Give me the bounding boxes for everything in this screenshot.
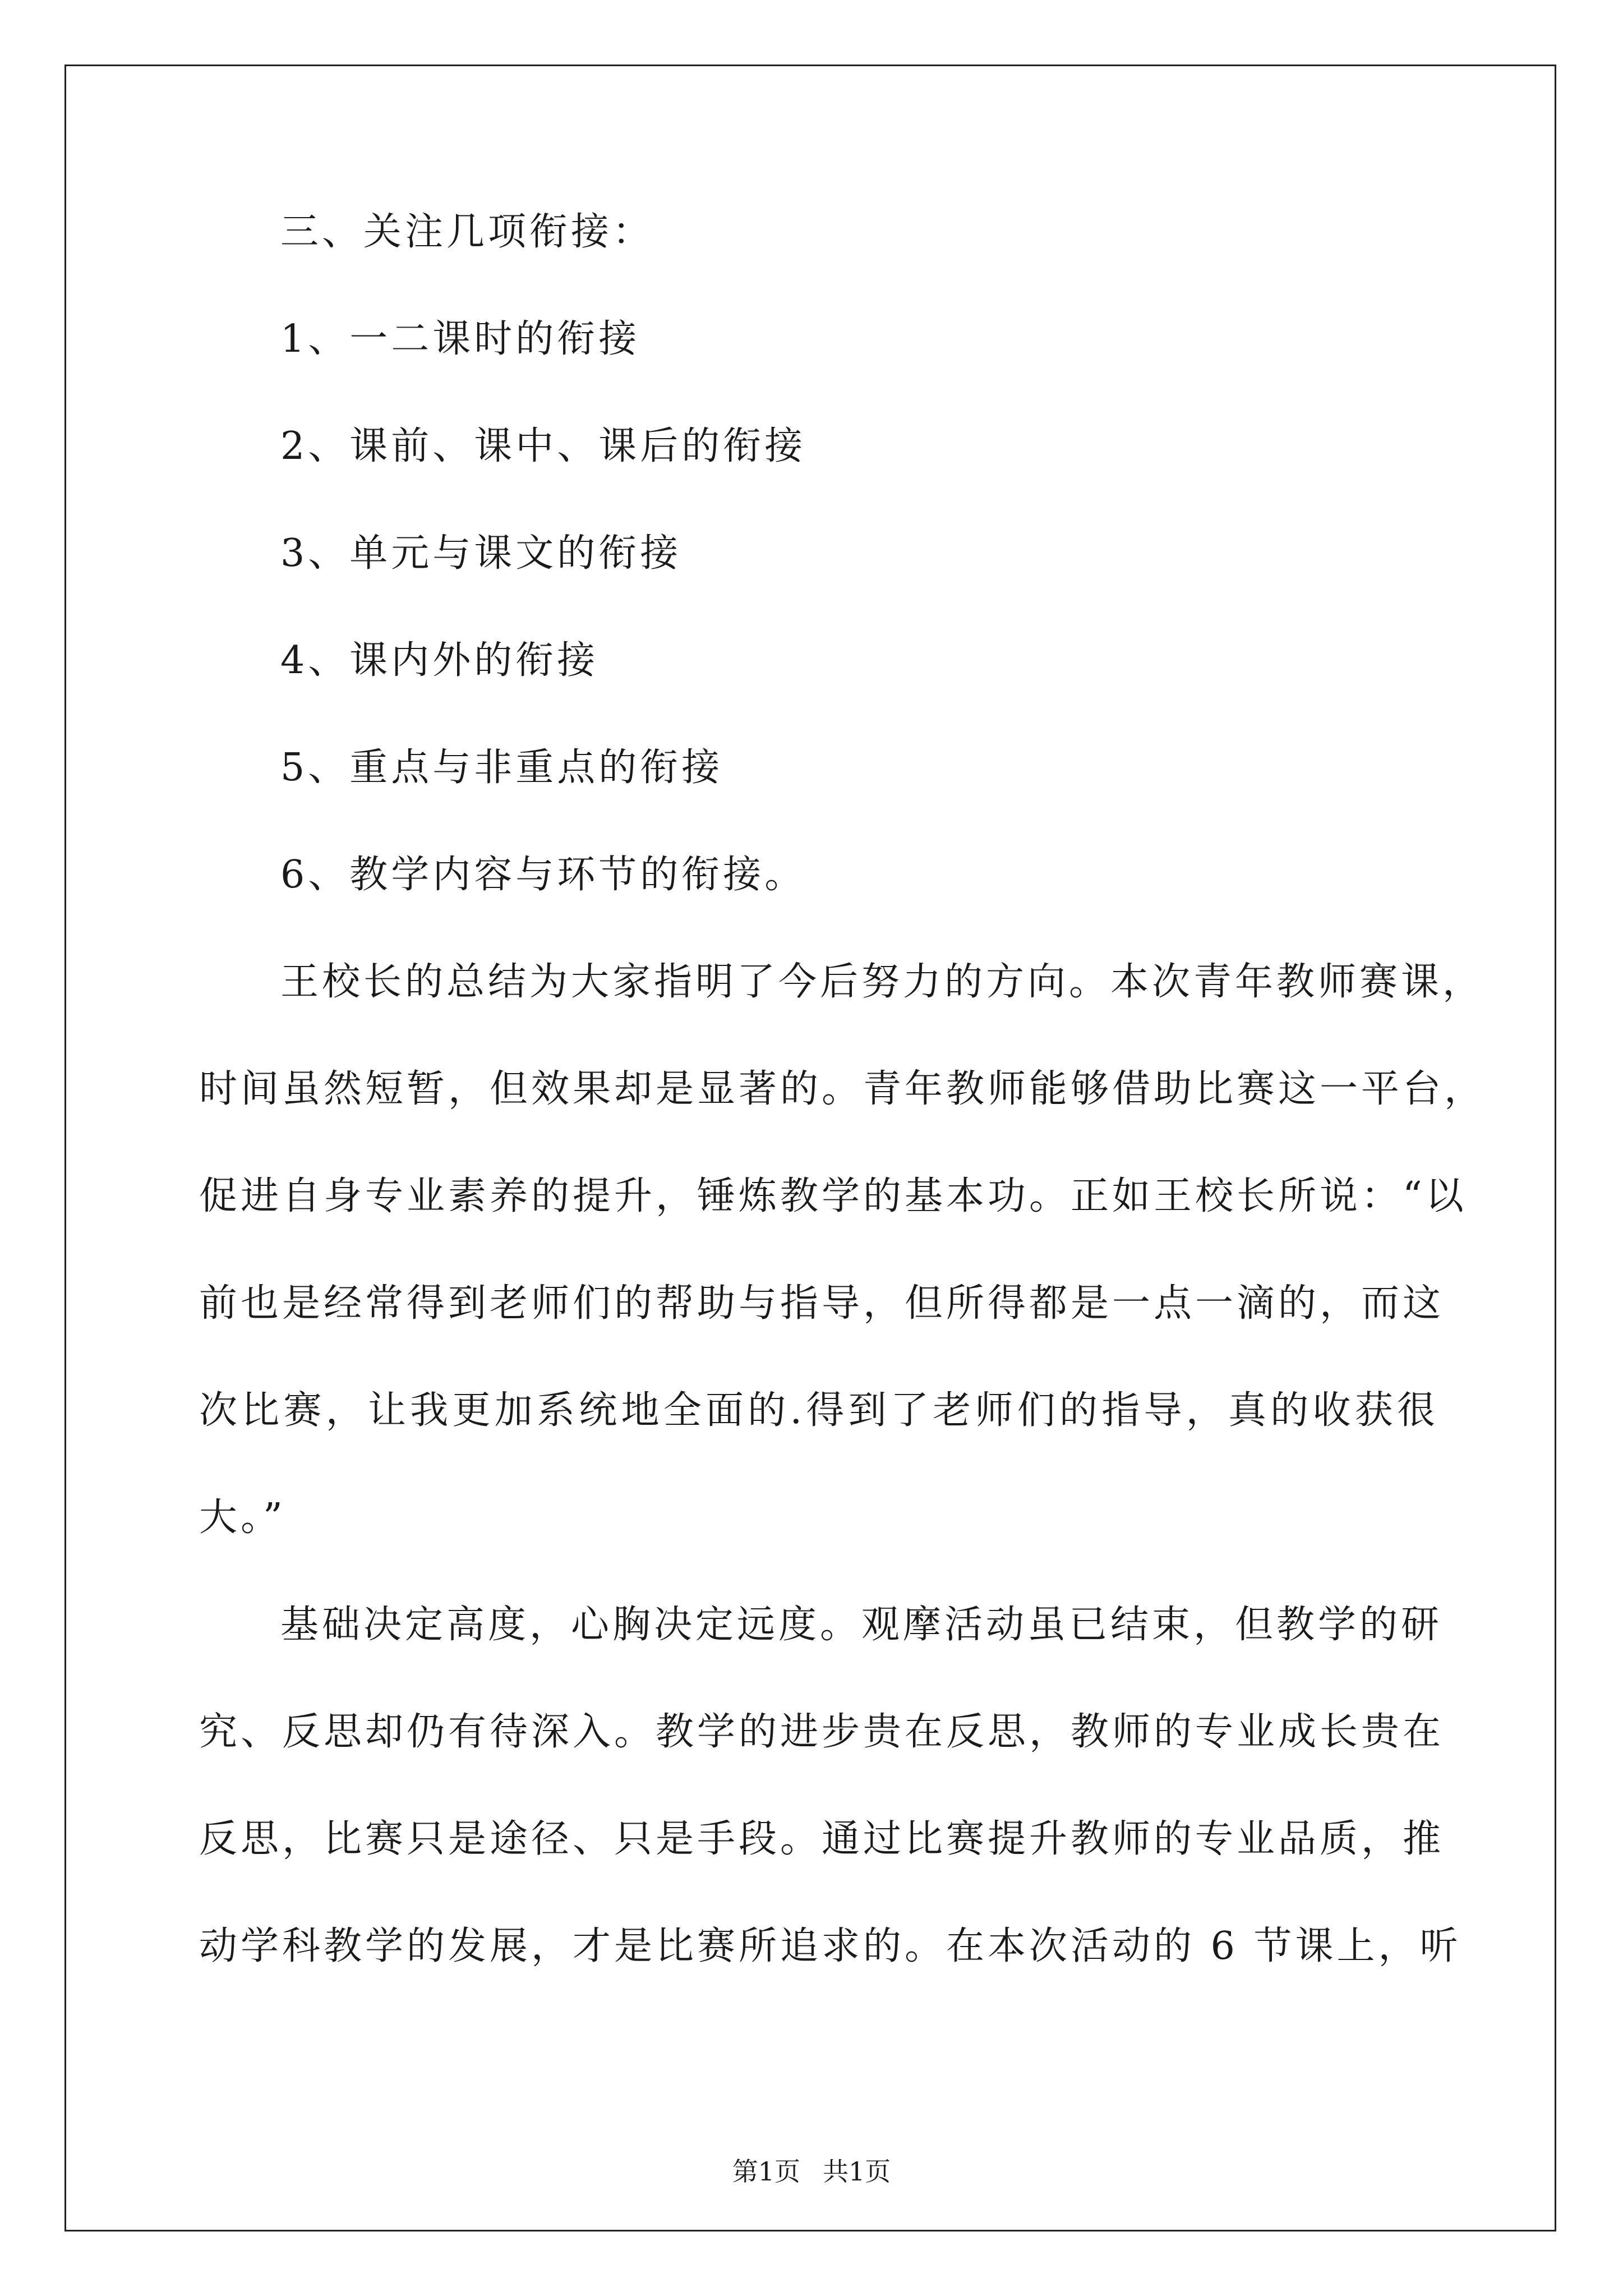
paragraph-line: 前也是经常得到老师们的帮助与指导，但所得都是一点一滴的，而这 — [199, 1281, 1445, 1326]
section-list — [199, 210, 1438, 897]
paragraph-line: 次比赛，让我更加系统地全面的.得到了老师们的指导，真的收获很 — [199, 1388, 1438, 1433]
paragraph-summary — [199, 960, 1486, 1540]
page-number-total: 共1页 — [823, 2156, 891, 2187]
page-number-current: 第1页 — [732, 2156, 800, 2187]
paragraph-line: 基础决定高度，心胸决定远度。观摩活动虽已结束，但教学的研 — [280, 1603, 1443, 1647]
paragraph-line: 王校长的总结为大家指明了今后努力的方向。本次青年教师赛课， — [280, 960, 1484, 1004]
list-item: 5、重点与非重点的衔接 — [280, 746, 723, 790]
paragraph-line: 动学科教学的发展，才是比赛所追求的。在本次活动的 6 节课上，听 — [199, 1924, 1461, 1968]
list-item: 3、单元与课文的衔接 — [280, 531, 682, 576]
paragraph-line: 究、反思却仍有待深入。教学的进步贵在反思，教师的专业成长贵在 — [199, 1710, 1445, 1754]
paragraph-reflection — [199, 1603, 1461, 1968]
list-item: 1、一二课时的衔接 — [280, 317, 640, 361]
page-footer — [0, 2156, 1623, 2187]
list-item: 4、课内外的衔接 — [280, 638, 599, 683]
list-item: 6、教学内容与环节的衔接。 — [280, 853, 806, 897]
paragraph-line: 促进自身专业素养的提升，锤炼教学的基本功。正如王校长所说：“以 — [199, 1174, 1467, 1218]
list-item: 2、课前、课中、课后的衔接 — [280, 424, 806, 468]
paragraph-line: 大。” — [199, 1496, 286, 1540]
paragraph-line: 时间虽然短暂，但效果却是显著的。青年教师能够借助比赛这一平台， — [199, 1067, 1486, 1111]
section-heading: 三、关注几项衔接： — [280, 210, 654, 254]
document-body — [199, 210, 1486, 2035]
paragraph-line: 反思，比赛只是途径、只是手段。通过比赛提升教师的专业品质，推 — [199, 1817, 1445, 1861]
